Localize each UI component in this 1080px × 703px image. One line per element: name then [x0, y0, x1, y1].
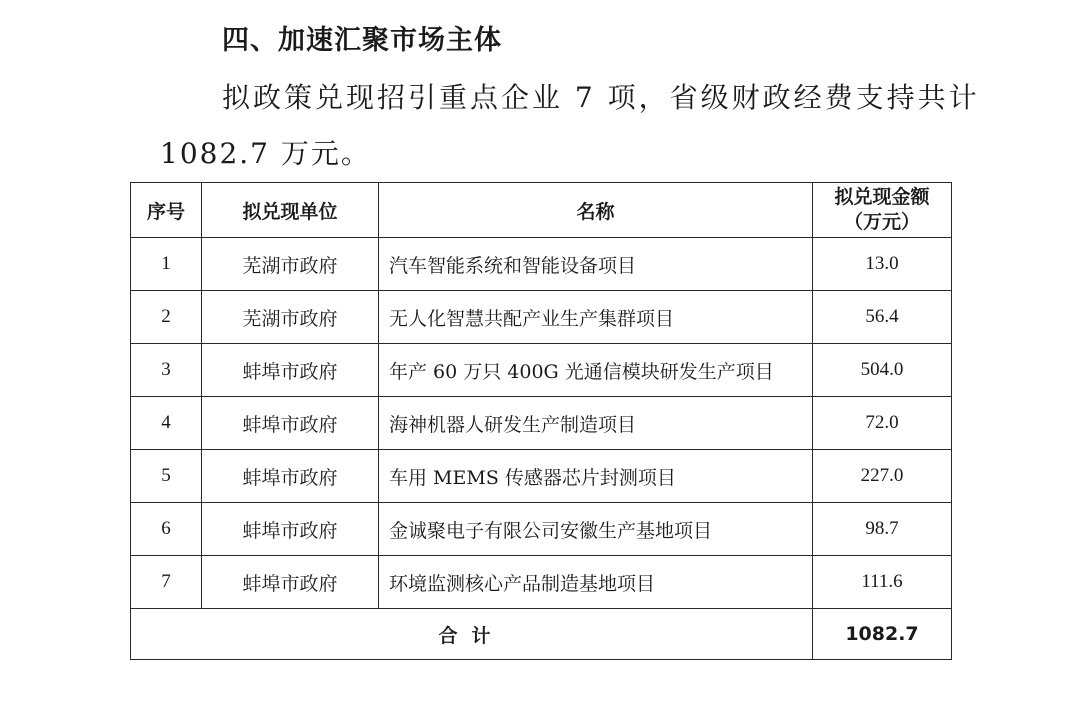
funding-table [130, 182, 952, 660]
row-seq: 3 [131, 344, 202, 397]
row-name: 汽车智能系统和智能设备项目 [379, 238, 813, 291]
row-amount: 227.0 [813, 450, 952, 503]
header-amount [813, 183, 952, 238]
total-label-cell [131, 609, 813, 660]
row-amount: 72.0 [813, 397, 952, 450]
row-unit: 蚌埠市政府 [202, 450, 379, 503]
row-seq: 1 [131, 238, 202, 291]
section-heading: 四、加速汇聚市场主体 [222, 25, 502, 56]
row-unit: 芜湖市政府 [202, 238, 379, 291]
total-amount: 1082.7 [813, 609, 952, 660]
table-row [131, 556, 952, 609]
paragraph-line-2: 1082.7 万元。 [160, 137, 371, 170]
row-amount: 13.0 [813, 238, 952, 291]
row-unit: 芜湖市政府 [202, 291, 379, 344]
header-unit: 拟兑现单位 [202, 183, 379, 238]
row-name: 环境监测核心产品制造基地项目 [379, 556, 813, 609]
table-row [131, 397, 952, 450]
row-name: 年产 60 万只 400G 光通信模块研发生产项目 [379, 344, 813, 397]
header-amount-unit: （万元） [843, 211, 920, 233]
row-name: 无人化智慧共配产业生产集群项目 [379, 291, 813, 344]
row-unit: 蚌埠市政府 [202, 344, 379, 397]
header-amount-line1: 拟兑现金额 [834, 186, 930, 208]
row-seq: 5 [131, 450, 202, 503]
row-amount: 98.7 [813, 503, 952, 556]
row-seq: 7 [131, 556, 202, 609]
row-name: 海神机器人研发生产制造项目 [379, 397, 813, 450]
row-name: 金诚聚电子有限公司安徽生产基地项目 [379, 503, 813, 556]
row-unit: 蚌埠市政府 [202, 503, 379, 556]
row-unit: 蚌埠市政府 [202, 556, 379, 609]
paragraph-line-1: 拟政策兑现招引重点企业 7 项，省级财政经费支持共计 [222, 81, 980, 114]
table-row [131, 344, 952, 397]
row-seq: 4 [131, 397, 202, 450]
header-seq: 序号 [131, 183, 202, 238]
row-seq: 2 [131, 291, 202, 344]
row-unit: 蚌埠市政府 [202, 397, 379, 450]
row-seq: 6 [131, 503, 202, 556]
row-name: 车用 MEMS 传感器芯片封测项目 [379, 450, 813, 503]
total-row [131, 609, 952, 660]
table-row [131, 291, 952, 344]
row-amount: 504.0 [813, 344, 952, 397]
table-row [131, 238, 952, 291]
row-amount: 111.6 [813, 556, 952, 609]
row-amount: 56.4 [813, 291, 952, 344]
total-label: 合计 [438, 624, 505, 647]
table-header-row [131, 183, 952, 238]
table-row [131, 503, 952, 556]
table-row [131, 450, 952, 503]
header-name: 名称 [379, 183, 813, 238]
